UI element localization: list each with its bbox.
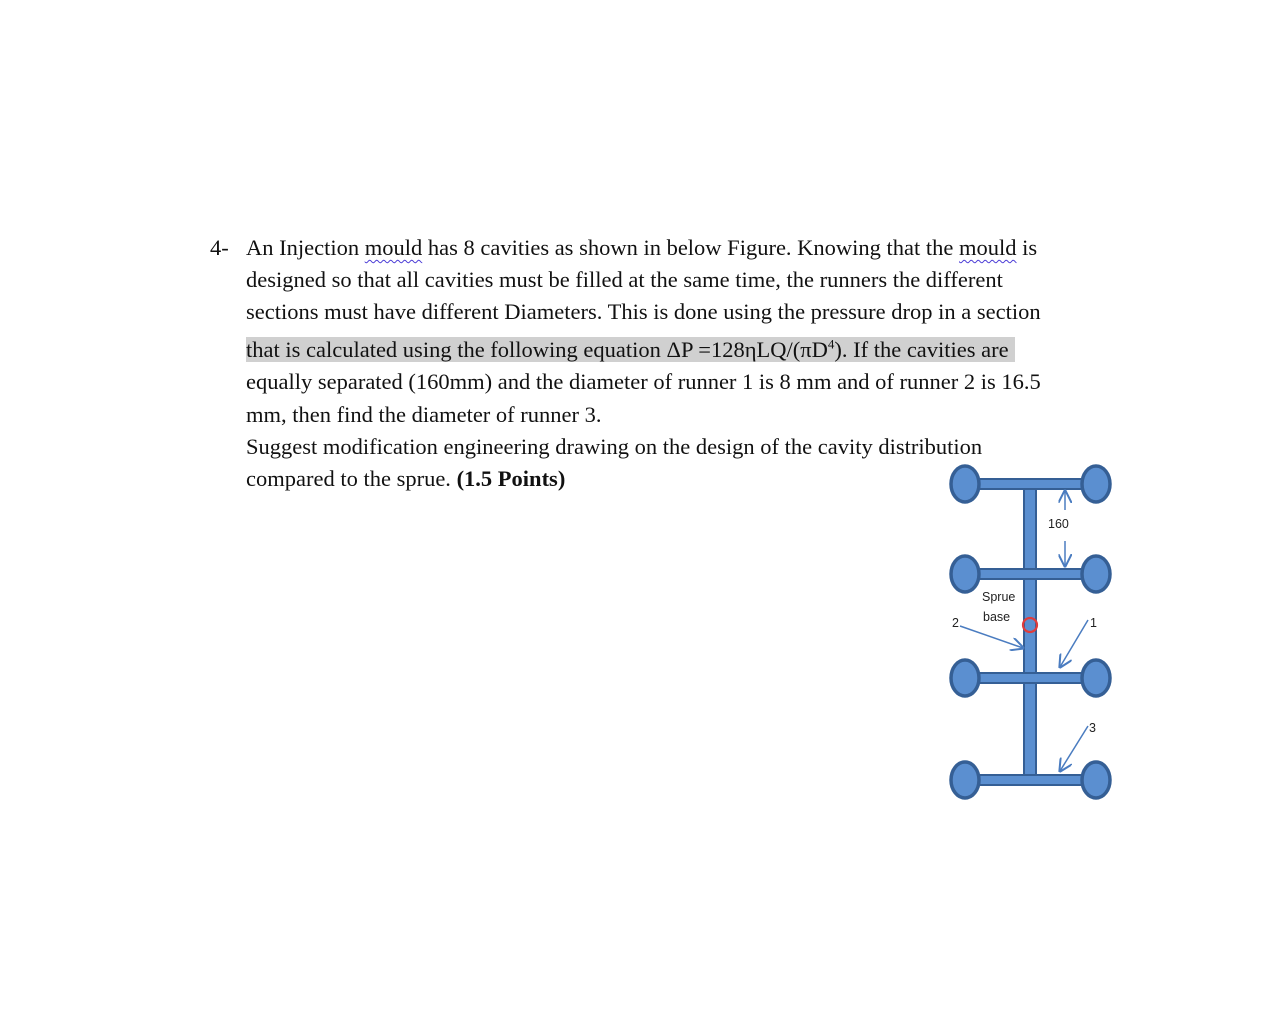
question-line-7: Suggest modification engineering drawing on the design of the cavity distribution <box>246 433 983 459</box>
cavity-right-2 <box>1082 556 1110 592</box>
cavity-left-4 <box>951 762 979 798</box>
equation-exponent: 4 <box>827 336 835 352</box>
runner-label-2: 2 <box>952 616 959 630</box>
question-line-5: equally separated (160mm) and the diameter of runner 1 is 8 mm and of runner 2 is 16.5 <box>246 369 1041 395</box>
runner-label-3: 3 <box>1089 721 1096 735</box>
text-segment: ). If the cavities are <box>834 337 1009 363</box>
spacing-label: 160 <box>1048 517 1069 531</box>
cavity-right-3 <box>1082 660 1110 696</box>
cavity-left-1 <box>951 466 979 502</box>
text-segment: An Injection <box>246 235 365 260</box>
runner-row-1 <box>965 479 1097 489</box>
cavity-right-1 <box>1082 466 1110 502</box>
runner-row-4 <box>965 775 1097 785</box>
spellcheck-word: mould <box>959 235 1017 260</box>
runner-2-leader-arrow <box>960 626 1023 648</box>
cavity-right-4 <box>1082 762 1110 798</box>
question-line-3: sections must have different Diameters. This is done using the pressure drop in a section <box>246 299 1041 325</box>
text-segment: is <box>1016 235 1038 260</box>
text-segment: compared to the sprue. <box>246 465 457 491</box>
equation-text: that is calculated using the following equation ΔP =128ηLQ/(πD <box>246 337 828 363</box>
points-label: (1.5 Points) <box>456 465 566 491</box>
question-number: 4- <box>210 235 229 260</box>
text-segment: has 8 cavities as shown in below Figure. Knowing that the <box>422 235 960 260</box>
runner-label-1: 1 <box>1090 616 1097 630</box>
question-line-2: designed so that all cavities must be filled at the same time, the runners the different <box>246 267 1003 293</box>
spellcheck-word: mould <box>364 235 423 260</box>
base-label: base <box>983 610 1011 624</box>
runner-row-2 <box>965 569 1097 579</box>
question-line-6: mm, then find the diameter of runner 3. <box>246 401 602 427</box>
runner-row-3 <box>965 673 1097 683</box>
runner-1-leader-arrow <box>1060 620 1088 667</box>
cavity-left-3 <box>951 660 979 696</box>
runner-3-leader-arrow <box>1060 726 1088 771</box>
sprue-label: Sprue <box>982 590 1016 604</box>
cavity-left-2 <box>951 556 979 592</box>
